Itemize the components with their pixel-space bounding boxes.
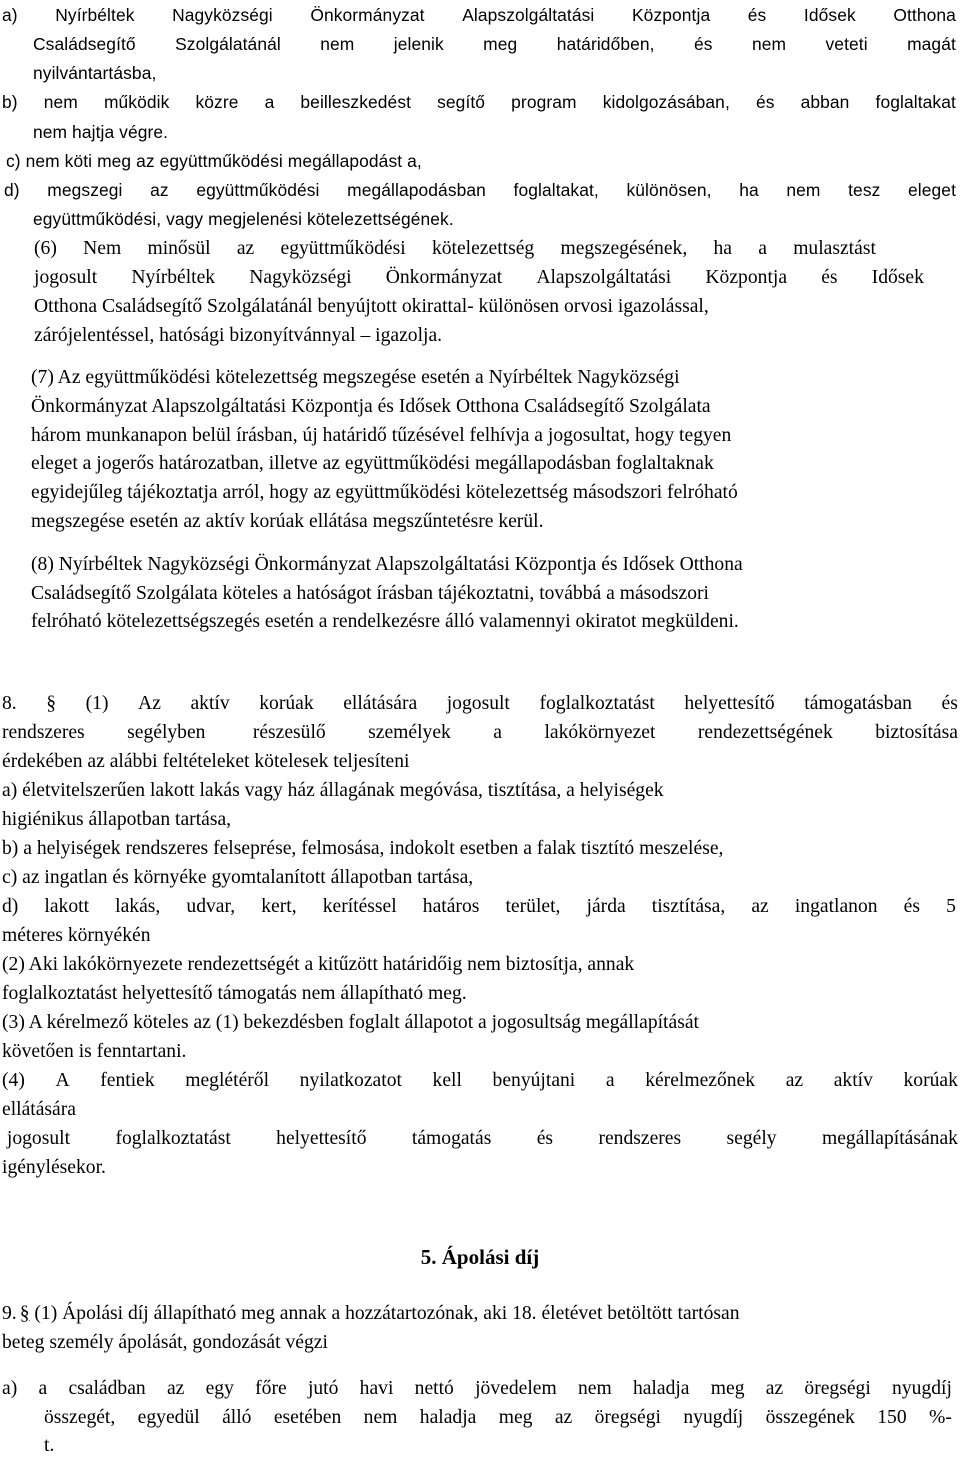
word: ha	[739, 180, 759, 200]
word: meg	[498, 1407, 533, 1428]
word: nyugdíj	[892, 1378, 952, 1399]
word: Központja	[705, 267, 788, 288]
word: Nem	[83, 238, 122, 259]
word: főre	[255, 1378, 287, 1399]
word: magát	[907, 34, 956, 54]
word: az	[785, 1070, 804, 1091]
word: a	[264, 92, 275, 112]
section-9-line-2: beteg személy ápolását, gondozását végzi	[2, 1332, 328, 1353]
word: veteti	[825, 34, 868, 54]
section-8-line-17: igénylésekor.	[2, 1157, 106, 1178]
word: jogosult	[446, 693, 510, 714]
para-8-line-2: Családsegítő Szolgálata köteles a hatóságot írásban tájékoztatni, továbbá a másodszori	[31, 583, 709, 604]
word: jelenik	[393, 34, 444, 54]
word: helyettesítő	[276, 1128, 367, 1149]
section-8-line-15: ellátására	[2, 1099, 76, 1120]
word: havi	[359, 1378, 394, 1399]
word: és	[821, 267, 838, 288]
para-6-line-4: zárójelentéssel, hatósági bizonyítvánnyal – igazolja.	[34, 325, 443, 346]
word: kérelmezőnek	[645, 1070, 756, 1091]
word: az	[765, 1378, 784, 1399]
word: álló	[222, 1407, 252, 1428]
word: egyedül	[137, 1407, 200, 1428]
item-b-line-2: nem hajtja végre.	[33, 122, 169, 142]
para-6-line-3: Otthona Családsegítő Szolgálatánál benyújtott okirattal- különösen orvosi igazolással,	[34, 296, 709, 317]
word: jogosult	[34, 267, 98, 288]
word: lakás,	[115, 896, 161, 917]
word: Központja	[631, 5, 711, 25]
word: segítő	[437, 92, 486, 112]
word: jövedelem	[475, 1378, 557, 1399]
word: lakott	[44, 896, 90, 917]
section-8-line-11: foglalkoztatást helyettesítő támogatás nem állapítható meg.	[2, 983, 467, 1004]
section-9-item-a-line-2	[44, 1408, 952, 1428]
word: határidőben,	[556, 34, 655, 54]
word: Alapszolgáltatási	[462, 5, 595, 25]
word: az	[554, 1407, 573, 1428]
section-9-text: (1) Ápolási díj állapítható meg annak a hozzátartozónak, aki 18. életévet betöltött tartósan	[29, 1303, 740, 1324]
word: jutó	[307, 1378, 339, 1399]
section-8-line-14	[2, 1071, 958, 1091]
word: foglalkoztatást	[115, 1128, 231, 1149]
word: járda	[586, 896, 626, 917]
word: és	[747, 5, 767, 25]
word: esetében	[273, 1407, 342, 1428]
word: Idősek	[871, 267, 924, 288]
word: és	[903, 896, 920, 917]
word: és	[941, 693, 958, 714]
word: nettó	[414, 1378, 454, 1399]
para-7-line-4: eleget a jogerős határozatban, illetve az együttműködési megállapodásban foglaltaknak	[31, 453, 714, 474]
section-8-line-3: érdekében az alábbi feltételeket kötelesek teljesíteni	[2, 751, 410, 772]
section-9-number: 9.	[2, 1303, 17, 1324]
item-a-line-3: nyilvántartásba,	[33, 63, 157, 83]
word: foglaltakat	[875, 92, 956, 112]
word: nem	[751, 34, 787, 54]
section-8-line-8	[2, 897, 956, 917]
word: rendezettségének	[697, 722, 833, 743]
word: Önkormányzat	[310, 5, 425, 25]
word: Családsegítő	[33, 34, 136, 54]
word: kötelezettség	[431, 238, 535, 259]
word: tisztítása,	[651, 896, 726, 917]
word: nem	[786, 180, 821, 200]
para-7-line-3: három munkanapon belül írásban, új határidő tűzésével felhívja a jogosultat, hogy tegyen	[31, 425, 732, 446]
word: biztosítása	[875, 722, 958, 743]
word: kidolgozásában,	[602, 92, 730, 112]
word: különösen,	[626, 180, 712, 200]
word: d)	[2, 896, 19, 917]
word: lakókörnyezet	[544, 722, 656, 743]
word: nem	[43, 92, 78, 112]
word: haladja	[419, 1407, 477, 1428]
word: nyugdíj	[683, 1407, 744, 1428]
word: aktív	[833, 1070, 873, 1091]
section-8-line-6: b) a helyiségek rendszeres felseprése, felmosása, indokolt esetben a falak tisztító meszelése,	[2, 838, 724, 859]
word: közre	[195, 92, 239, 112]
word: korúak	[903, 1070, 958, 1091]
word: az	[150, 180, 169, 200]
word: korúak	[259, 693, 314, 714]
word: megszegi	[47, 180, 123, 200]
word: program	[511, 92, 577, 112]
word: Nyírbéltek	[131, 267, 216, 288]
word: megállapodásban	[347, 180, 486, 200]
word: foglalkoztatást	[539, 693, 655, 714]
para-6-line-2	[34, 268, 924, 288]
item-d-line-2: együttműködési, vagy megjelenési kötelezettségének.	[33, 209, 454, 229]
word: %-	[929, 1407, 952, 1428]
para-8-line-1: (8) Nyírbéltek Nagyközségi Önkormányzat Alapszolgáltatási Központja és Idősek Otthona	[31, 554, 743, 575]
section-8-line-13: követően is fenntartani.	[2, 1041, 187, 1062]
word: egy	[205, 1378, 234, 1399]
word: támogatás	[411, 1128, 492, 1149]
word: haladja	[632, 1378, 690, 1399]
word: összegének	[765, 1407, 855, 1428]
section-8-line-9: méteres környékén	[2, 925, 151, 946]
word: Otthona	[893, 5, 956, 25]
word: a)	[2, 1378, 18, 1399]
word: együttműködési	[280, 238, 406, 259]
word: 8.	[2, 693, 17, 714]
word: aktív	[190, 693, 230, 714]
section-8-line-12: (3) A kérelmező köteles az (1) bekezdésben foglalt állapotot a jogosultság megállapítását	[2, 1012, 699, 1033]
word: öregségi	[594, 1407, 661, 1428]
word: az	[236, 238, 255, 259]
section-8-line-1	[2, 694, 958, 714]
word: a	[758, 238, 767, 259]
word: működik	[103, 92, 170, 112]
word: kert,	[261, 896, 297, 917]
section-9-item-a-line-1	[2, 1379, 952, 1399]
word: meg	[710, 1378, 745, 1399]
item-a-line-1	[2, 7, 956, 24]
word: kell	[432, 1070, 462, 1091]
word: határos	[422, 896, 480, 917]
word: eleget	[908, 180, 956, 200]
word: és	[694, 34, 713, 54]
word: megállapításának	[821, 1128, 958, 1149]
word: Nagyközségi	[249, 267, 352, 288]
para-7-line-6: megszegése esetén az aktív korúak ellátása megszűntetésre kerül.	[31, 511, 544, 532]
word: ingatlanon	[794, 896, 878, 917]
word: 5	[946, 896, 956, 917]
word: Az	[138, 693, 161, 714]
word: Idősek	[803, 5, 856, 25]
word: a	[38, 1378, 48, 1399]
word: (6)	[34, 238, 57, 259]
para-7-line-1: (7) Az együttműködési kötelezettség megszegése esetén a Nyírbéltek Nagyközségi	[31, 367, 680, 388]
section-8-line-5: higiénikus állapotban tartása,	[2, 809, 232, 830]
word: meg	[483, 34, 518, 54]
word: a)	[2, 5, 18, 25]
word: családban	[68, 1378, 146, 1399]
word: Alapszolgáltatási	[536, 267, 672, 288]
item-c-line: c) nem köti meg az együttműködési megállapodást a,	[6, 151, 422, 171]
item-a-line-2	[33, 36, 956, 53]
word: az	[166, 1378, 185, 1399]
word: ha	[713, 238, 732, 259]
word: (1)	[85, 693, 109, 714]
word: összegét,	[44, 1407, 116, 1428]
word: §	[46, 693, 57, 714]
word: együttműködési	[196, 180, 320, 200]
word: támogatásban	[804, 693, 912, 714]
word: nem	[320, 34, 355, 54]
word: és	[755, 92, 775, 112]
word: Szolgálatánál	[175, 34, 281, 54]
section-9-item-a-line-3: t.	[44, 1435, 55, 1456]
section-8-line-4: a) életvitelszerűen lakott lakás vagy ház állagának megóvása, tisztítása, a helyiségek	[2, 780, 664, 801]
section-heading: 5. Ápolási díj	[420, 1245, 540, 1269]
item-b-line-1	[2, 94, 956, 111]
word: fentiek	[100, 1070, 155, 1091]
item-d-line-1	[4, 182, 956, 199]
word: beilleszkedést	[300, 92, 412, 112]
word: mulasztást	[793, 238, 876, 259]
word: ellátására	[343, 693, 418, 714]
section-8-line-10: (2) Aki lakókörnyezete rendezettségét a kitűzött határidőig nem biztosítja, annak	[2, 954, 635, 975]
word: megszegésének,	[560, 238, 688, 259]
word: Nyírbéltek	[55, 5, 135, 25]
word: öregségi	[804, 1378, 871, 1399]
word: rendszeres	[2, 722, 85, 743]
word: Nagyközségi	[172, 5, 273, 25]
word: (4)	[2, 1070, 25, 1091]
word: a	[493, 722, 502, 743]
word: tesz	[848, 180, 881, 200]
word: benyújtani	[492, 1070, 576, 1091]
word: meglétéről	[185, 1070, 270, 1091]
word: foglaltakat,	[513, 180, 599, 200]
word: nem	[577, 1378, 612, 1399]
word: nem	[363, 1407, 398, 1428]
section-9-line-1	[2, 1304, 740, 1324]
word: Önkormányzat	[385, 267, 503, 288]
word: segély	[726, 1128, 777, 1149]
word: a	[605, 1070, 615, 1091]
word: részesülő	[252, 722, 326, 743]
word: az	[751, 896, 769, 917]
section-8-line-7: c) az ingatlan és környéke gyomtalanított állapotban tartása,	[2, 867, 474, 888]
word: d)	[4, 180, 20, 200]
para-6-line-1	[34, 239, 876, 259]
para-7-line-2: Önkormányzat Alapszolgáltatási Központja és Idősek Otthona Családsegítő Szolgálata	[31, 396, 711, 417]
word: és	[536, 1128, 554, 1149]
word: jogosult	[2, 1128, 71, 1149]
word: terület,	[505, 896, 561, 917]
para-8-line-3: felróható kötelezettségszegés esetén a rendelkezésre álló valamennyi okiratot megküldeni.	[31, 611, 739, 632]
paragraph-sign: §	[19, 1303, 30, 1324]
para-7-line-5: egyidejűleg tájékoztatja arról, hogy az együttműködési kötelezettség másodszori felróható	[31, 482, 738, 503]
word: b)	[2, 92, 18, 112]
word: minősül	[147, 238, 211, 259]
word: kerítéssel	[322, 896, 397, 917]
word: rendszeres	[598, 1128, 682, 1149]
word: abban	[800, 92, 850, 112]
word: udvar,	[186, 896, 236, 917]
word: 150	[877, 1407, 907, 1428]
word: személyek	[368, 722, 451, 743]
word: A	[55, 1070, 70, 1091]
word: helyettesítő	[684, 693, 775, 714]
section-8-line-16	[2, 1129, 958, 1149]
word: nyilatkozatot	[299, 1070, 402, 1091]
word: segélyben	[127, 722, 211, 743]
section-8-line-2	[2, 723, 958, 743]
